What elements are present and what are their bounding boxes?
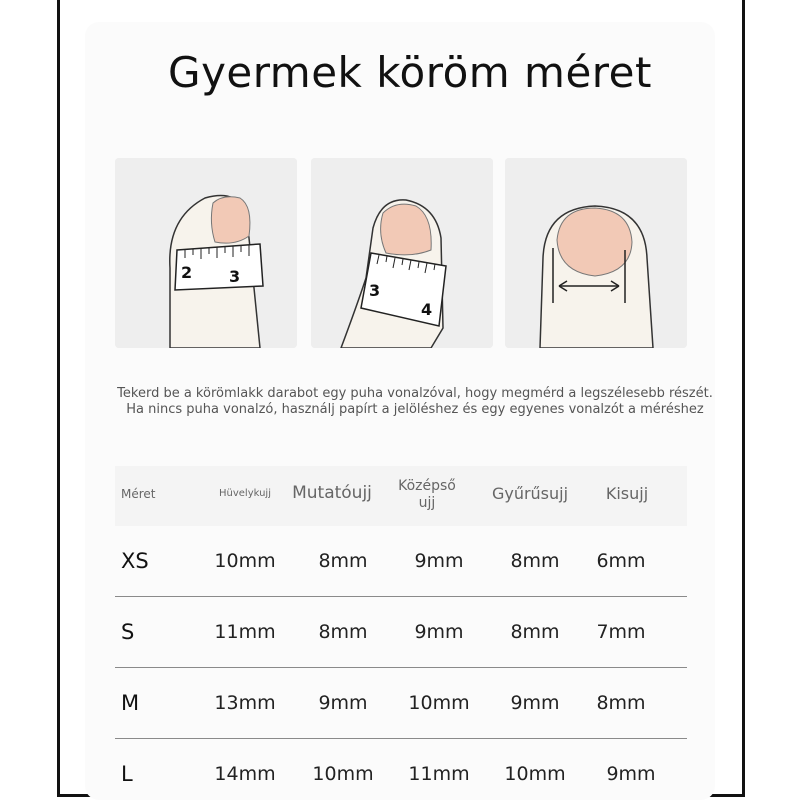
row-middle: 10mm <box>408 692 470 714</box>
row-ring: 8mm <box>510 621 560 643</box>
page-title: Gyermek köröm méret <box>168 48 652 97</box>
row-pinky: 6mm <box>596 550 646 572</box>
instruction-line: Tekerd be a körömlakk darabot egy puha vonalzóval, hogy megmérd a legszélesebb részét. <box>117 386 713 401</box>
row-middle: 11mm <box>408 763 470 785</box>
row-middle: 9mm <box>414 550 464 572</box>
row-index: 9mm <box>318 692 368 714</box>
row-size: S <box>121 620 135 644</box>
row-ring: 9mm <box>510 692 560 714</box>
row-index: 8mm <box>318 621 368 643</box>
header-ring: Gyűrűsujj <box>491 484 569 503</box>
row-pinky: 9mm <box>606 763 656 785</box>
header-pinky: Kisujj <box>605 484 649 503</box>
row-thumb: 11mm <box>214 621 276 643</box>
header-index: Mutatóujj <box>292 483 372 503</box>
row-thumb: 14mm <box>214 763 276 785</box>
row-size: XS <box>121 549 149 573</box>
header-middle <box>387 478 467 512</box>
measure-photo-tape-side <box>115 158 297 348</box>
row-thumb: 13mm <box>214 692 276 714</box>
header-middle-line2: ujj <box>418 495 436 511</box>
row-index: 10mm <box>312 763 374 785</box>
row-pinky: 8mm <box>596 692 646 714</box>
header-thumb: Hüvelykujj <box>218 488 271 499</box>
measurement-instructions <box>95 386 735 418</box>
tape-mark: 2 <box>181 263 193 282</box>
row-thumb: 10mm <box>214 550 276 572</box>
measure-photo-width <box>505 158 687 348</box>
size-table-header <box>115 466 687 526</box>
measure-photo-tape-angle <box>311 158 493 348</box>
tape-mark: 4 <box>421 300 433 319</box>
row-pinky: 7mm <box>596 621 646 643</box>
table-row <box>115 526 687 596</box>
table-row <box>115 597 687 667</box>
header-size: Méret <box>121 487 156 501</box>
row-size: M <box>121 691 140 715</box>
row-middle: 9mm <box>414 621 464 643</box>
header-middle-line1: Középső <box>398 478 456 494</box>
table-row <box>115 739 687 797</box>
table-row <box>115 668 687 738</box>
instruction-line: Ha nincs puha vonalzó, használj papírt a jelöléshez és egy egyenes vonalzót a méréshez <box>126 402 704 417</box>
row-size: L <box>121 762 133 786</box>
row-ring: 8mm <box>510 550 560 572</box>
tape-mark: 3 <box>229 267 241 286</box>
row-index: 8mm <box>318 550 368 572</box>
row-ring: 10mm <box>504 763 566 785</box>
tape-mark: 3 <box>369 281 381 300</box>
